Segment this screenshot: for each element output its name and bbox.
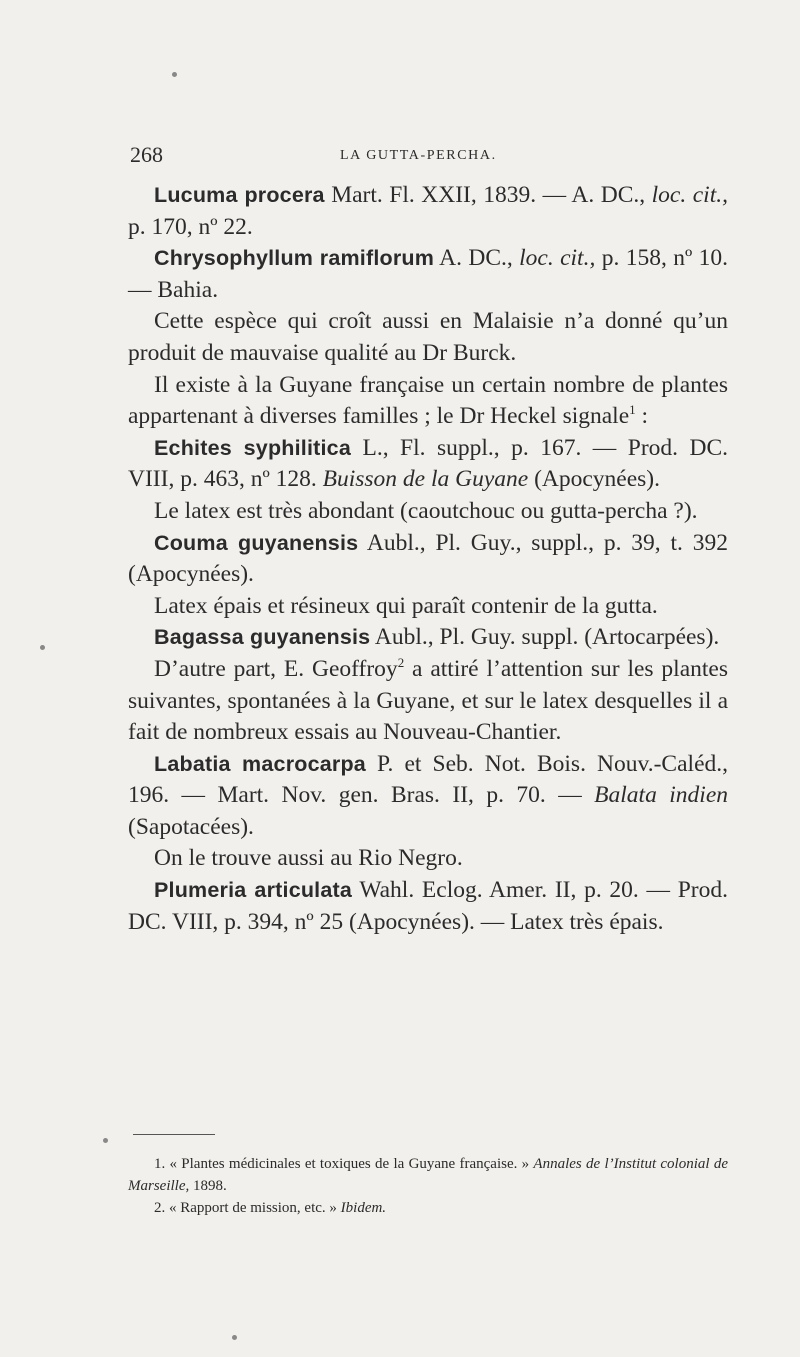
species-entry-labatia — [128, 749, 728, 844]
paragraph-text: : — [635, 403, 649, 430]
species-entry-lucuma — [128, 180, 728, 243]
footnotes — [128, 1153, 728, 1219]
species-entry-chrysophyllum — [128, 243, 728, 306]
entry-text: (Sapotacées). — [128, 813, 254, 840]
entry-text: Aubl., Pl. Guy., suppl., p. 39, t. 392 (Apocynées). — [128, 529, 728, 588]
entry-text: p. 170, nº 22. — [128, 213, 253, 240]
entry-italic: Balata indien — [594, 782, 728, 809]
entry-text: Aubl., Pl. Guy. suppl. (Artocarpées). — [370, 624, 720, 651]
species-name: Labatia macrocarpa — [154, 751, 366, 776]
paragraph-malaisie: Cette espèce qui croît aussi en Malaisie n’a donné qu’un produit de mauvaise qualité au Dr Burck. — [128, 308, 728, 366]
footnote-1 — [128, 1153, 728, 1197]
species-name: Chrysophyllum ramiflorum — [154, 246, 435, 271]
paper-speck — [103, 1138, 108, 1143]
paragraph-geoffroy — [128, 654, 728, 749]
entry-text: P. et Seb. Not. Bois. Nouv.-Caléd., 196. — Mart. Nov. gen. Bras. II, p. 70. — — [128, 750, 729, 809]
paragraph-rio-negro: On le trouve aussi au Rio Negro. — [154, 845, 463, 872]
paragraph-text: a attiré l’attention sur les plantes suivantes, spontanées à la Guyane, et sur le latex desquelles il a fait de nombreux essais au Nouveau-Chantier. — [128, 655, 728, 746]
running-head: LA GUTTA-PERCHA. — [340, 148, 497, 163]
paper-speck — [40, 645, 45, 650]
entry-text: (Apocynées). — [528, 466, 661, 493]
entry-text: A. DC., — [434, 245, 520, 272]
entry-text: Wahl. Eclog. Amer. II, p. 20. — Prod. DC. VIII, p. 394, nº 25 (Apocynées). — Latex très épais. — [128, 877, 728, 935]
entry-italic: loc. cit., — [519, 245, 596, 272]
species-name: Bagassa guyanensis — [154, 625, 371, 650]
footnote-divider — [133, 1134, 215, 1135]
species-name: Echites syphilitica — [154, 435, 351, 460]
paper-speck — [172, 72, 177, 77]
footnote-2 — [128, 1197, 728, 1219]
species-name: Lucuma procera — [154, 183, 325, 207]
entry-text: L., Fl. suppl., p. 167. — Prod. DC. VIII, p. 463, nº 128. — [128, 434, 729, 493]
footnote-text: 1898. — [189, 1178, 227, 1194]
footnote-ref-2: 2 — [397, 654, 405, 670]
footnote-text: « Plantes médicinales et toxiques de la Guyane française. » — [165, 1156, 534, 1172]
main-text — [128, 180, 728, 938]
paragraph-text: D’autre part, E. Geoffroy — [154, 655, 398, 682]
paragraph-text: Il existe à la Guyane française un certain nombre de plantes appartenant à diverses familles ; le Dr Heckel signale — [128, 371, 728, 430]
species-entry-echites — [128, 433, 728, 496]
species-name: Plumeria articulata — [154, 878, 353, 903]
entry-text: Mart. Fl. XXII, 1839. — A. DC., — [324, 182, 652, 208]
footnote-italic: Annales de l’Institut colonial de Marseille, — [128, 1156, 728, 1194]
species-entry-plumeria — [128, 875, 728, 938]
footnote-number: 1. — [154, 1156, 166, 1172]
page-number: 268 — [130, 142, 163, 167]
paragraph-latex-epais: Latex épais et résineux qui paraît contenir de la gutta. — [154, 592, 658, 619]
footnote-text: « Rapport de mission, etc. » — [165, 1200, 341, 1216]
footnote-number: 2. — [154, 1200, 166, 1216]
footnote-ref-1: 1 — [629, 402, 636, 418]
species-entry-bagassa — [128, 622, 728, 654]
entry-text: p. 158, nº 10. — Bahia. — [128, 245, 728, 303]
species-name: Couma guyanensis — [154, 530, 359, 555]
species-entry-couma — [128, 528, 728, 591]
paragraph-guyane — [128, 370, 728, 433]
footnote-italic: Ibidem. — [340, 1200, 387, 1216]
page-header — [130, 142, 730, 172]
paragraph-latex: Le latex est très abondant (caoutchouc ou gutta-percha ?). — [154, 497, 698, 524]
entry-italic: loc. cit., — [651, 182, 728, 208]
entry-italic: Buisson de la Guyane — [322, 466, 529, 493]
paper-speck — [232, 1335, 237, 1340]
